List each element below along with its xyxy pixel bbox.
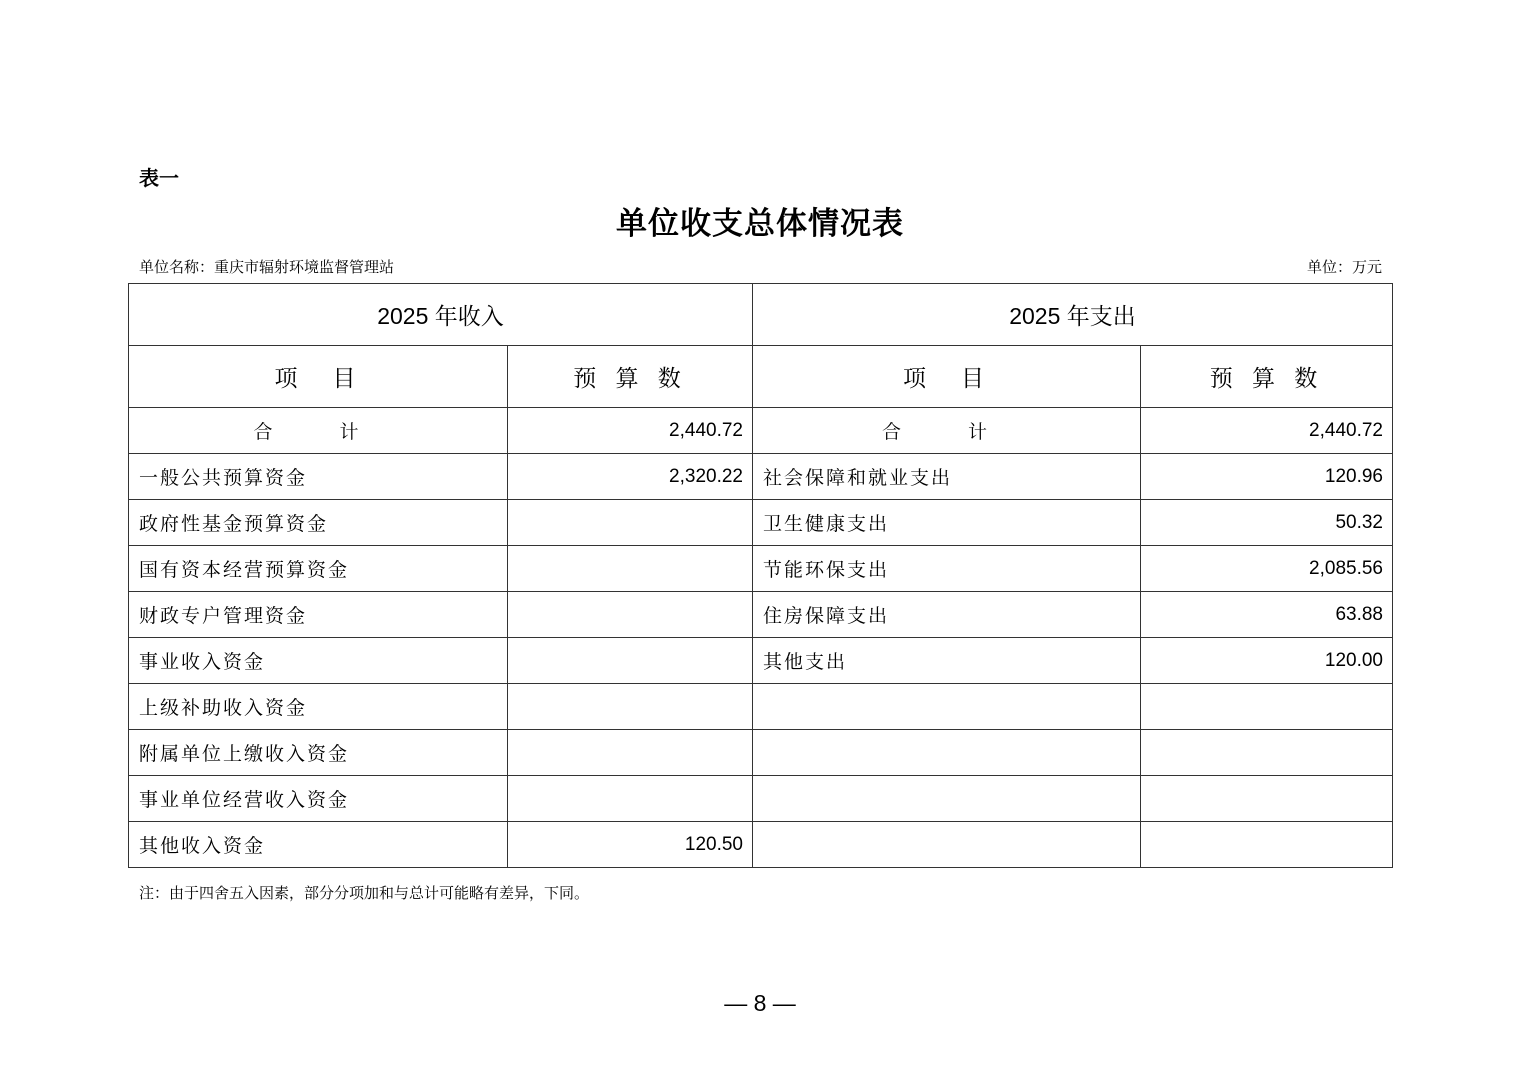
- expense-item-header: 项 目: [753, 346, 1141, 408]
- expense-item: [753, 822, 1141, 868]
- table-row: [129, 684, 1393, 730]
- income-item: 上级补助收入资金: [129, 684, 508, 730]
- expense-item: 住房保障支出: [753, 592, 1141, 638]
- income-total-label: 合 计: [129, 408, 508, 454]
- footnote: 注：由于四舍五入因素，部分分项加和与总计可能略有差异，下同。: [139, 884, 590, 902]
- income-value: [508, 684, 753, 730]
- table-row: [129, 546, 1393, 592]
- expense-value: [1141, 684, 1393, 730]
- table-row: [129, 776, 1393, 822]
- budget-table: [128, 283, 1393, 868]
- income-value: 120.50: [508, 822, 753, 868]
- table-row: [129, 822, 1393, 868]
- income-item: 财政专户管理资金: [129, 592, 508, 638]
- expense-item: 节能环保支出: [753, 546, 1141, 592]
- income-value: [508, 730, 753, 776]
- header-row-years: [129, 284, 1393, 346]
- expense-total-value: 2,440.72: [1141, 408, 1393, 454]
- expense-item: [753, 776, 1141, 822]
- page-number: — 8 —: [724, 990, 796, 1016]
- table-row: [129, 454, 1393, 500]
- expense-value: 120.00: [1141, 638, 1393, 684]
- table-label: 表一: [139, 166, 179, 190]
- income-item: 一般公共预算资金: [129, 454, 508, 500]
- expense-value: 120.96: [1141, 454, 1393, 500]
- expense-header: 2025 年支出: [753, 284, 1393, 346]
- income-total-value: 2,440.72: [508, 408, 753, 454]
- expense-item: 其他支出: [753, 638, 1141, 684]
- income-value: [508, 592, 753, 638]
- total-row: [129, 408, 1393, 454]
- expense-total-label: 合 计: [753, 408, 1141, 454]
- unit-name: 单位名称：重庆市辐射环境监督管理站: [139, 258, 395, 276]
- income-value: [508, 638, 753, 684]
- expense-budget-header: 预 算 数: [1141, 346, 1393, 408]
- table-row: [129, 592, 1393, 638]
- income-budget-header: 预 算 数: [508, 346, 753, 408]
- income-item: 其他收入资金: [129, 822, 508, 868]
- income-item: 政府性基金预算资金: [129, 500, 508, 546]
- unit-label: 单位：万元: [1306, 258, 1382, 276]
- income-value: [508, 546, 753, 592]
- income-header: 2025 年收入: [129, 284, 753, 346]
- expense-value: 63.88: [1141, 592, 1393, 638]
- expense-value: 50.32: [1141, 500, 1393, 546]
- expense-value: [1141, 730, 1393, 776]
- expense-value: [1141, 776, 1393, 822]
- income-item: 国有资本经营预算资金: [129, 546, 508, 592]
- header-row-columns: [129, 346, 1393, 408]
- expense-item: 社会保障和就业支出: [753, 454, 1141, 500]
- income-item: 事业单位经营收入资金: [129, 776, 508, 822]
- income-value: [508, 776, 753, 822]
- income-item: 附属单位上缴收入资金: [129, 730, 508, 776]
- expense-item: 卫生健康支出: [753, 500, 1141, 546]
- expense-item: [753, 730, 1141, 776]
- income-value: [508, 500, 753, 546]
- expense-value: [1141, 822, 1393, 868]
- income-item: 事业收入资金: [129, 638, 508, 684]
- expense-item: [753, 684, 1141, 730]
- income-item-header: 项 目: [129, 346, 508, 408]
- document-title: 单位收支总体情况表: [616, 206, 904, 242]
- expense-value: 2,085.56: [1141, 546, 1393, 592]
- income-value: 2,320.22: [508, 454, 753, 500]
- table-row: [129, 638, 1393, 684]
- table-row: [129, 730, 1393, 776]
- table-row: [129, 500, 1393, 546]
